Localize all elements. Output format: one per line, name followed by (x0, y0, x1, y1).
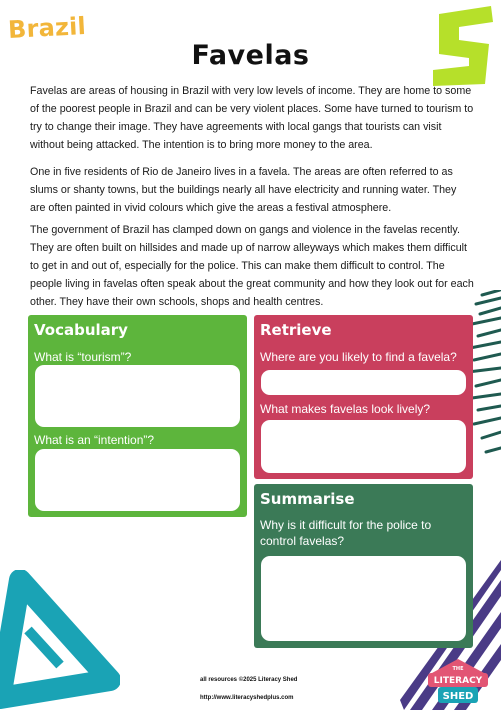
vocabulary-answer-box-1[interactable] (35, 365, 240, 427)
retrieve-heading: Retrieve (260, 321, 332, 339)
website-link[interactable]: http://www.literacyshedplus.com (200, 695, 294, 701)
topic-label: Brazil (7, 11, 87, 45)
summarise-answer-box[interactable] (261, 556, 466, 641)
paragraph-3: The government of Brazil has clamped down on gangs and violence in the favelas recently. They are often built on hillsides and made up of narrow alleyways which makes them difficult to get in and out of, especially for the police. This can make them difficult to control. The people living in favelas often speak about the great community and how they look out for each other. They have their own schools, shops and health centres. (30, 224, 474, 308)
summarise-heading: Summarise (260, 490, 355, 508)
retrieve-answer-box-2[interactable] (261, 420, 466, 473)
copyright-text: all resources ©2025 Literacy Shed (200, 677, 298, 683)
vocabulary-answer-box-2[interactable] (35, 449, 240, 511)
vocabulary-question-2: What is an “intention”? (34, 433, 155, 447)
vocabulary-question-1: What is “tourism”? (34, 350, 132, 364)
teal-triangle-decoration (0, 570, 120, 710)
retrieve-question-1: Where are you likely to find a favela? (260, 350, 457, 364)
summarise-question-1: Why is it difficult for the police to control favelas? (260, 518, 432, 548)
summarise-panel (254, 484, 473, 648)
logo-text-bottom: SHED (442, 691, 474, 702)
vocabulary-panel (28, 315, 247, 517)
vocabulary-heading: Vocabulary (34, 321, 128, 339)
paragraph-2: One in five residents of Rio de Janeiro lives in a favela. The areas are often referred to as slums or shanty towns, but the buildings nearly all have electricity and running water. They are often painted in vivid colours which give the areas a festival atmosphere. (30, 166, 457, 214)
retrieve-panel (254, 315, 473, 479)
literacy-shed-logo (426, 655, 490, 705)
logo-text-mid: LITERACY (433, 676, 483, 686)
page-title: Favelas (191, 40, 310, 71)
retrieve-question-2: What makes favelas look lively? (260, 402, 431, 416)
logo-text-top: THE (452, 666, 464, 672)
retrieve-answer-box-1[interactable] (261, 370, 466, 395)
paragraph-1: Favelas are areas of housing in Brazil with very low levels of income. They are home to some of the poorest people in Brazil and can be very violent places. Some have turned to tourism to try to change their image. They have agreements with local gangs that tourists can visit without being attacked. The intention is to bring more money to the area. (30, 85, 474, 151)
